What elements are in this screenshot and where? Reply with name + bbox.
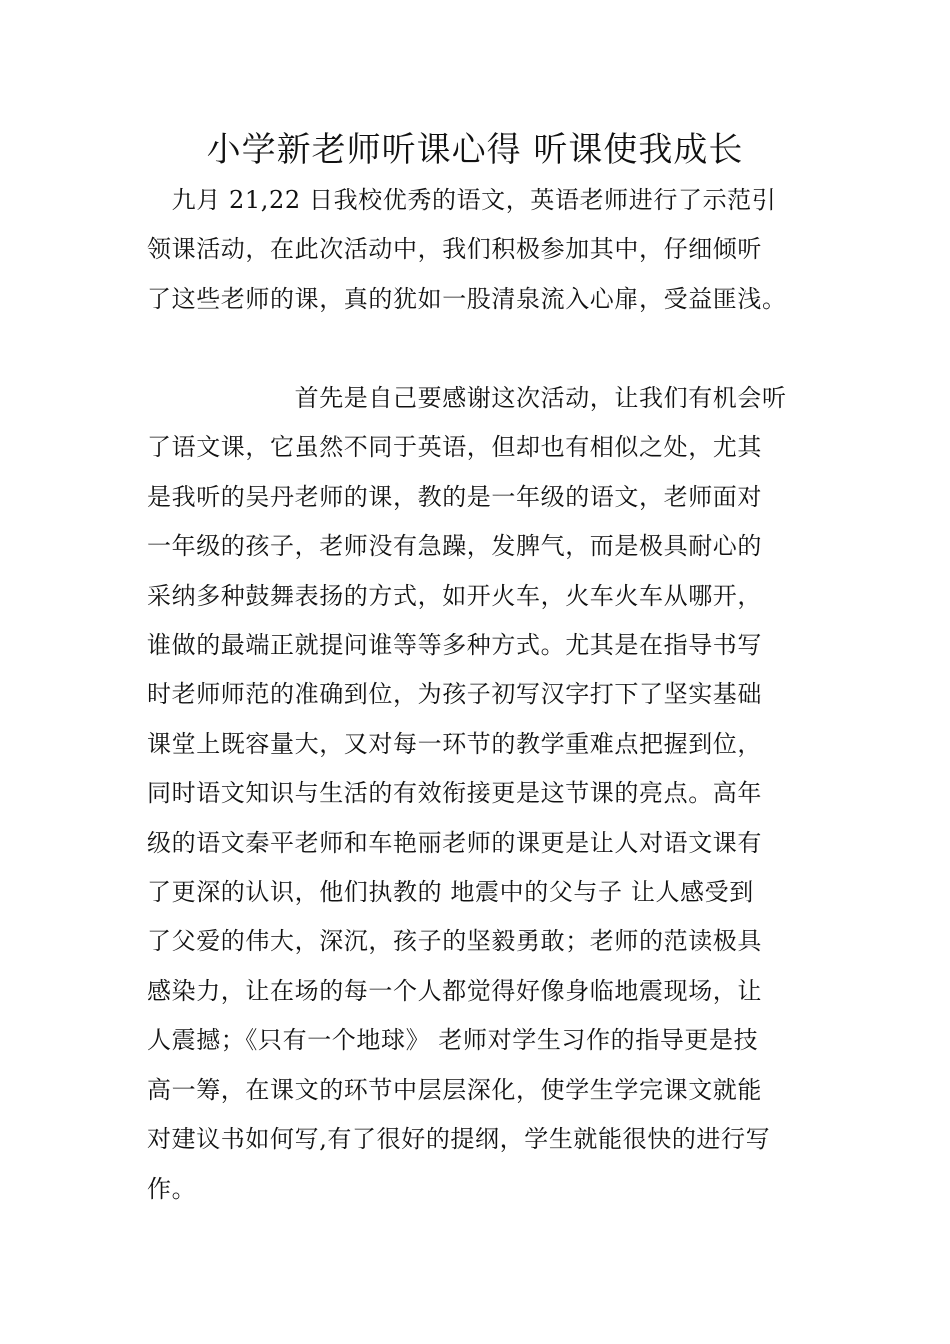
paragraph-main (147, 374, 807, 1214)
text-line: 九月 21,22 日我校优秀的语文，英语老师进行了示范引 (147, 186, 777, 214)
text-line: 级的语文秦平老师和车艳丽老师的课更是让人对语文课有 (147, 828, 762, 857)
text-line: 了父爱的伟大，深沉，孩子的坚毅勇敢；老师的范读极具 (147, 927, 762, 956)
text-line: 了更深的认识，他们执教的 地震中的父与子 让人感受到 (147, 878, 754, 907)
text-line: 了语文课，它虽然不同于英语，但却也有相似之处，尤其 (147, 433, 762, 462)
text-line: 人震撼；《只有一个地球》 老师对学生习作的指导更是技 (147, 1026, 759, 1055)
text-line: 了这些老师的课，真的犹如一股清泉流入心扉，受益匪浅。 (147, 284, 787, 313)
text-line: 作。 (147, 1174, 197, 1203)
text-line: 采纳多种鼓舞表扬的方式，如开火车，火车火车从哪开， (147, 581, 762, 610)
document-title: 小学新老师听课心得 听课使我成长 (206, 130, 744, 170)
text-line: 课堂上既容量大，又对每一环节的教学重难点把握到位， (147, 729, 762, 758)
text-line: 高一筹，在课文的环节中层层深化，使学生学完课文就能 (147, 1075, 762, 1104)
text-line: 对建议书如何写,有了很好的提纲，学生就能很快的进行写 (147, 1125, 771, 1154)
text-line: 领课活动，在此次活动中，我们积极参加其中，仔细倾听 (147, 235, 762, 264)
text-line: 感染力，让在场的每一个人都觉得好像身临地震现场，让 (147, 976, 762, 1005)
text-line: 一年级的孩子，老师没有急躁，发脾气，而是极具耐心的 (147, 532, 762, 561)
text-line: 同时语文知识与生活的有效衔接更是这节课的亮点。高年 (147, 779, 762, 808)
text-line: 时老师师范的准确到位，为孩子初写汉字打下了坚实基础 (147, 680, 762, 709)
paragraph-intro (147, 176, 807, 324)
text-line: 首先是自己要感谢这次活动，让我们有机会听 (147, 384, 787, 412)
text-line: 谁做的最端正就提问谁等等多种方式。尤其是在指导书写 (147, 631, 762, 660)
text-line: 是我听的吴丹老师的课，教的是一年级的语文，老师面对 (147, 482, 762, 511)
